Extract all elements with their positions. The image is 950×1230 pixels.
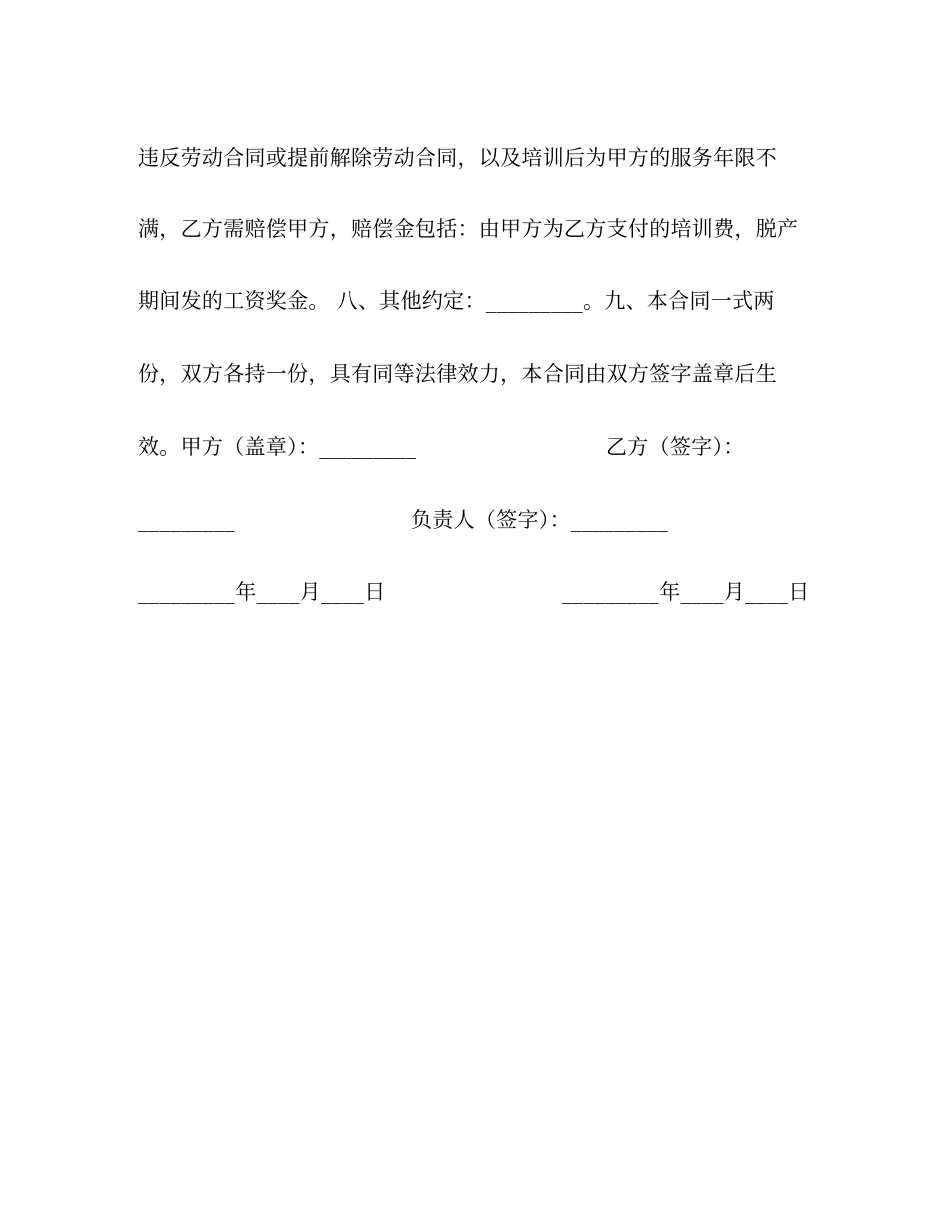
party-b-signature-label: 乙方（签字）： (606, 435, 745, 459)
body-text-line-3: 期间发的工资奖金。 八、其他约定：_________。九、本合同一式两 (138, 289, 775, 313)
party-a-signature-line: 效。甲方（盖章）：_________ (138, 435, 417, 459)
party-b-signature-blank: _________ (138, 508, 236, 532)
responsible-person-signature: 负责人（签字）：_________ (411, 508, 669, 532)
body-text-line-4: 份，双方各持一份，具有同等法律效力，本合同由双方签字盖章后生 (138, 362, 777, 386)
body-text-line-1: 违反劳动合同或提前解除劳动合同，以及培训后为甲方的服务年限不 (138, 146, 777, 170)
date-left: _________年____月____日 (138, 580, 386, 604)
body-text-line-2: 满，乙方需赔偿甲方，赔偿金包括：由甲方为乙方支付的培训费，脱产 (138, 217, 799, 241)
date-right: _________年____月____日 (562, 580, 810, 604)
